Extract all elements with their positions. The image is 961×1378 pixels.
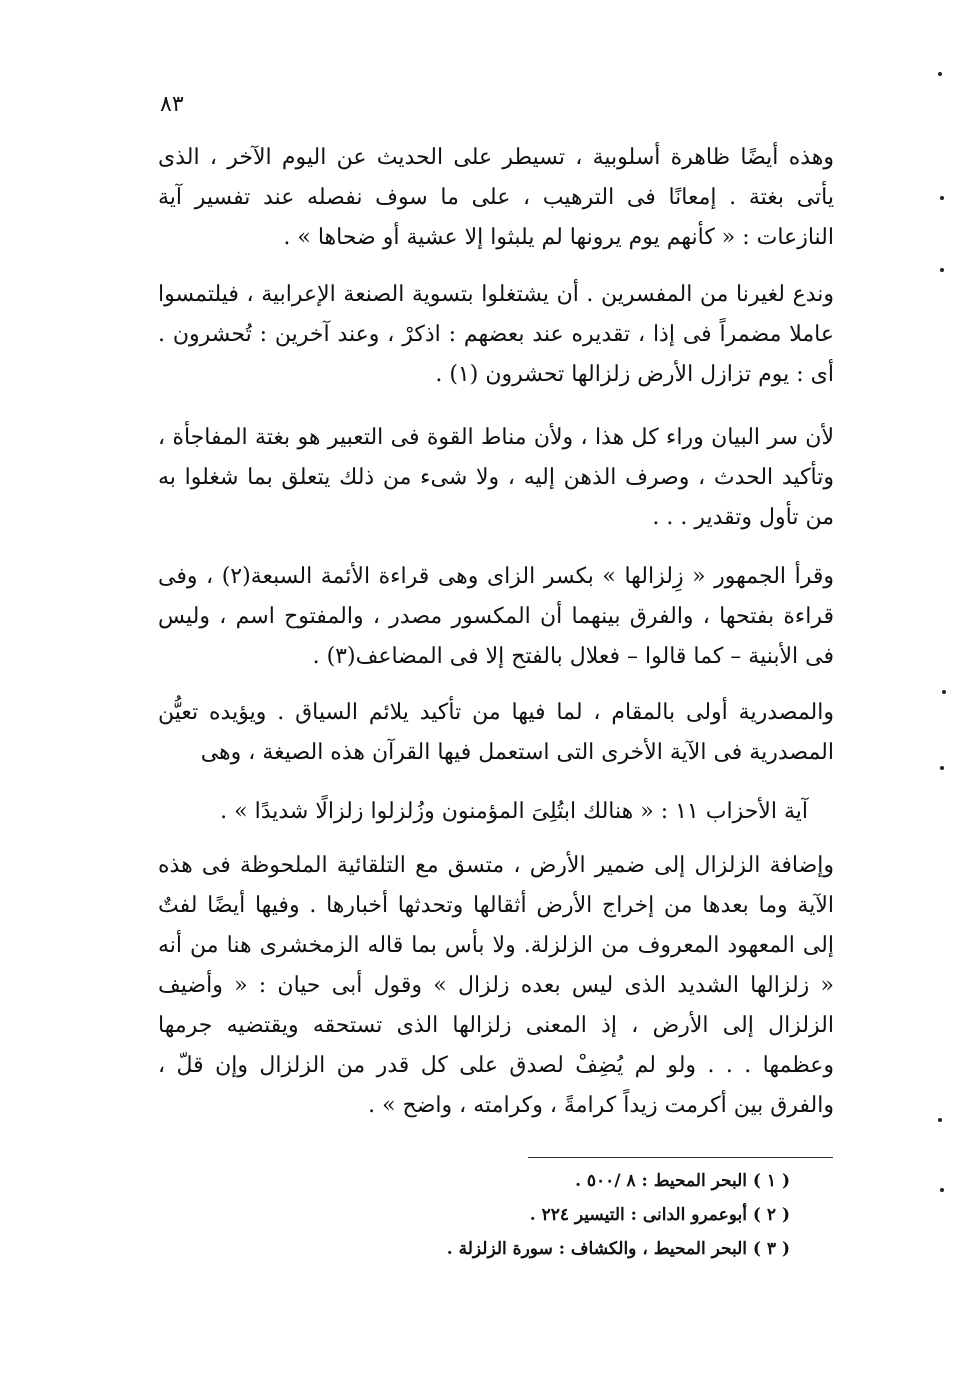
footnote-2: ( ٢ ) أبوعمرو الدانى : التيسير ٢٢٤ . bbox=[529, 1205, 790, 1225]
footnote-1: ( ١ ) البحر المحيط : ٨ /٥٠٠ . bbox=[575, 1171, 790, 1191]
scan-speck bbox=[938, 1118, 942, 1122]
paragraph-6-block bbox=[158, 846, 834, 1126]
paragraph-5: والمصدرية أولى بالمقام ، لما فيها من تأكيد يلائم السياق . ويؤيده تعيُّن المصدرية فى الآية الأخرى التى استعمل فيها القرآن هذه الصيغة ، وهى bbox=[158, 700, 834, 765]
paragraph-4-block bbox=[158, 557, 834, 677]
quran-quote-line: آية الأحزاب ١١ : « هنالك ابتُلِىَ المؤمنون وزُلزلوا زلزالًا شديدًا » . bbox=[220, 799, 808, 824]
paragraph-2: وندع لغيرنا من المفسرين . أن يشتغلوا بتسوية الصنعة الإعرابية ، فيلتمسوا عاملا مضمراً فى إذا ، تقديره عند بعضهم : اذكرْ ، وعند آخرين : تُحشرون . أى : يوم تزازل الأرض زلزالها تحشرون (١) . bbox=[158, 282, 834, 387]
paragraph-5-block bbox=[158, 693, 834, 773]
scan-speck bbox=[940, 1188, 944, 1192]
footnote-3: ( ٣ ) البحر المحيط ، والكشاف : سورة الزلزلة . bbox=[446, 1239, 790, 1259]
paragraph-4: وقرأ الجمهور « زِلزالها » بكسر الزاى وهى قراءة الأئمة السبعة(٢) ، وفى قراءة بفتحها ، والفرق بينهما أن المكسور مصدر ، والمفتوح اسم ، وليس فى الأبنية – كما قالوا – فعلال بالفتح إلا فى المضاعف(٣) . bbox=[158, 564, 834, 669]
scan-speck bbox=[940, 268, 944, 272]
page-number: ٨٣ bbox=[160, 92, 184, 117]
scan-speck bbox=[940, 196, 944, 200]
footnote-divider bbox=[528, 1157, 833, 1158]
scan-speck bbox=[942, 690, 946, 694]
paragraph-1: وهذه أيضًا ظاهرة أسلوبية ، تسيطر على الحديث عن اليوم الآخر ، الذى يأتى بغتة . إمعانًا فى الترهيب ، على ما سوف نفصله عند تفسير آية النازعات : « كأنهم يوم يرونها لم يلبثوا إلا عشية أو ضحاها » . bbox=[158, 145, 834, 250]
paragraph-2-block bbox=[158, 275, 834, 395]
scan-speck bbox=[940, 766, 944, 770]
paragraph-1-block bbox=[158, 138, 834, 258]
paragraph-6: وإضافة الزلزال إلى ضمير الأرض ، متسق مع التلقائية الملحوظة فى هذه الآية وما بعدها من إخراج الأرض أثقالها وتحدثها أخبارها . وفيها أيضًا لفتٌ إلى المعهود المعروف من الزلزلة. ولا بأس بما قاله الزمخشرى هنا من أنه « زلزالها الشديد الذى ليس بعده زلزال » وقول أبى حيان : « وأضيف الزلزال إلى الأرض ، إذ المعنى زلزالها الذى تستحقه ويقتضيه جرمها وعظمها . . . ولو لم يُضِفْ لصدق على كل قدر من الزلزال وإن قلّ ، والفرق بين أكرمت زيداً كرامةً ، وكرامته ، واضح » . bbox=[158, 853, 834, 1118]
scan-speck bbox=[938, 72, 942, 76]
footnotes bbox=[300, 1164, 790, 1266]
paragraph-3: لأن سر البيان وراء كل هذا ، ولأن مناط القوة فى التعبير هو بغتة المفاجأة ، وتأكيد الحدث ، وصرف الذهن إليه ، ولا شىء من ذلك يتعلق بما شغلوا به من تأول وتقدير . . . bbox=[158, 425, 834, 530]
paragraph-3-block bbox=[158, 418, 834, 538]
